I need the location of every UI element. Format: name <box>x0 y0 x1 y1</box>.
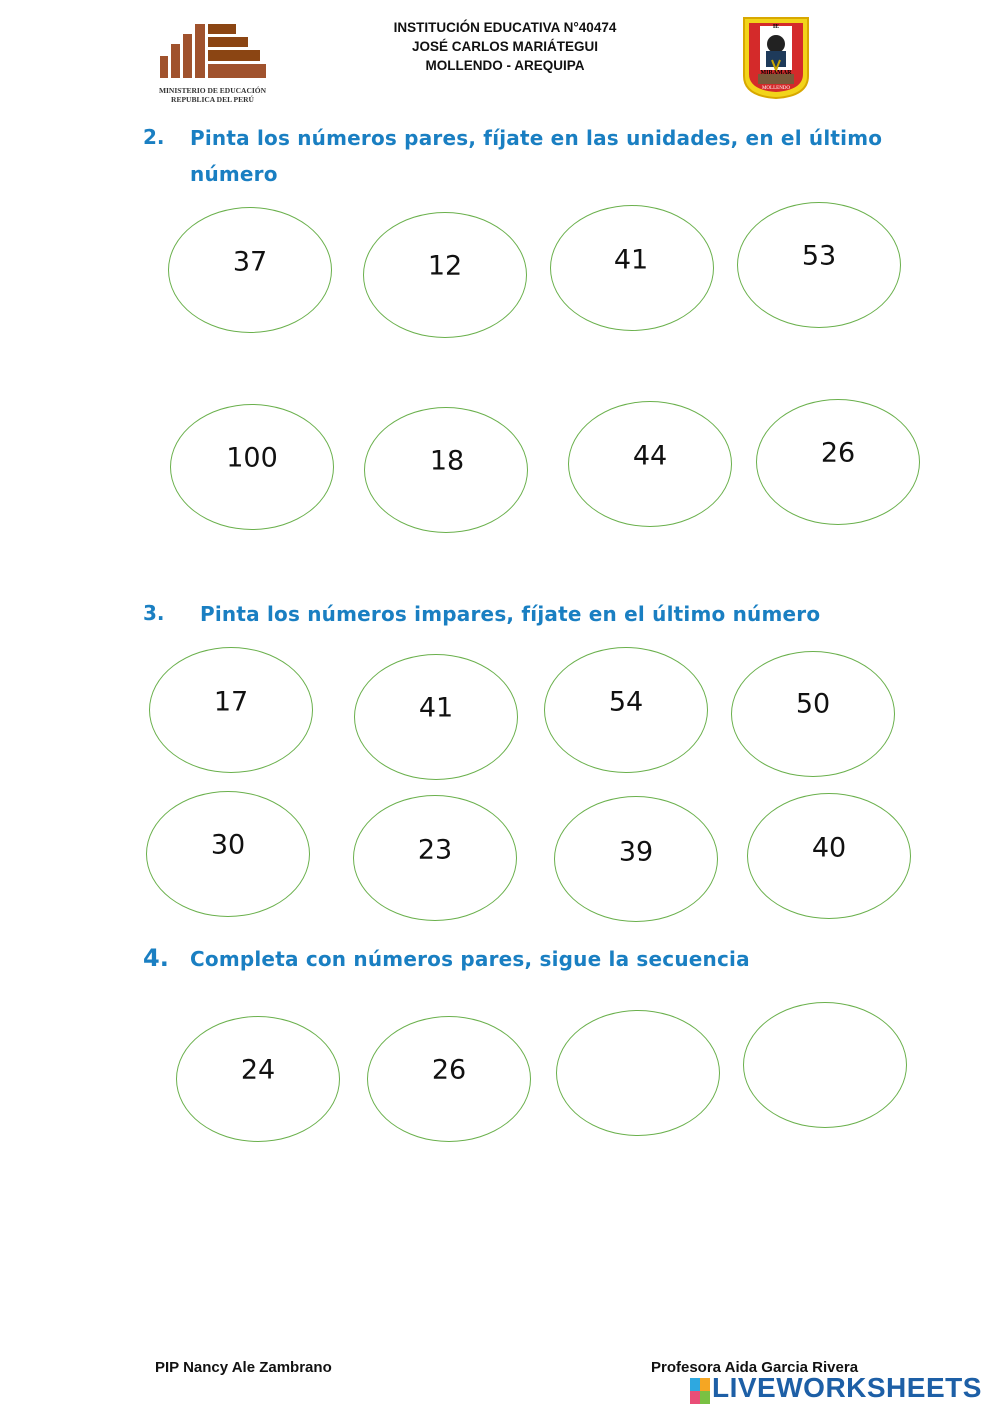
school-header <box>340 18 670 75</box>
q3-row1-number-1: 17 <box>213 686 249 718</box>
q3-row1-number-4: 50 <box>795 688 831 720</box>
school-name-line-3: MOLLENDO - AREQUIPA <box>425 58 585 73</box>
q2-row2-number-3: 44 <box>632 440 668 472</box>
liveworksheets-wordmark: LIVEWORKSHEETS <box>712 1372 982 1403</box>
q2-row1-number-2: 12 <box>427 250 463 282</box>
crest-label-ie: IE <box>772 24 780 30</box>
q3-row2-number-3: 39 <box>618 836 654 868</box>
q2-instruction-line-2: número <box>190 162 278 186</box>
q2-row2-number-2: 18 <box>429 445 465 477</box>
footer-right-author: Profesora Aida Garcia Rivera <box>651 1359 859 1376</box>
school-crest <box>742 16 810 100</box>
q3-instruction: Pinta los números impares, fíjate en el último número <box>200 602 821 626</box>
q3-row1-number-3: 54 <box>608 686 644 718</box>
q4-row1-oval-4[interactable] <box>743 1002 907 1128</box>
crest-label-miramar: MIRAMAR <box>760 70 792 76</box>
q2-instruction-line-1: Pinta los números pares, fíjate en las unidades, en el último <box>190 126 883 150</box>
ministry-logo-text: MINISTERIO DE EDUCACIÓN REPUBLICA DEL PERÚ <box>158 86 267 104</box>
q4-row1-number-1: 24 <box>240 1054 276 1086</box>
school-name-line-1: INSTITUCIÓN EDUCATIVA N°40474 <box>393 20 617 35</box>
ministry-logo-icon <box>155 22 270 82</box>
q2-row1-number-3: 41 <box>613 244 649 276</box>
q3-row1-number-2: 41 <box>418 692 454 724</box>
crest-label-mollendo: MOLLENDO <box>761 86 791 91</box>
q3-number: 3. <box>143 601 165 625</box>
q3-row2-number-4: 40 <box>811 832 847 864</box>
q3-row2-number-2: 23 <box>417 834 453 866</box>
q4-row1-number-2: 26 <box>431 1054 467 1086</box>
liveworksheets-badge-icon <box>690 1378 710 1404</box>
q4-number: 4. <box>143 944 169 972</box>
q3-row2-number-1: 30 <box>210 829 246 861</box>
q4-row1-oval-3[interactable] <box>556 1010 720 1136</box>
q2-row1-number-1: 37 <box>232 246 268 278</box>
school-name-line-2: JOSÉ CARLOS MARIÁTEGUI <box>411 39 598 54</box>
footer-left-author: PIP Nancy Ale Zambrano <box>155 1359 332 1376</box>
q2-number: 2. <box>143 125 165 149</box>
q2-row2-number-4: 26 <box>820 437 856 469</box>
q2-row1-number-4: 53 <box>801 240 837 272</box>
ministry-logo <box>155 22 270 112</box>
q4-instruction: Completa con números pares, sigue la secuencia <box>190 947 750 971</box>
q2-row2-number-1: 100 <box>226 442 278 474</box>
